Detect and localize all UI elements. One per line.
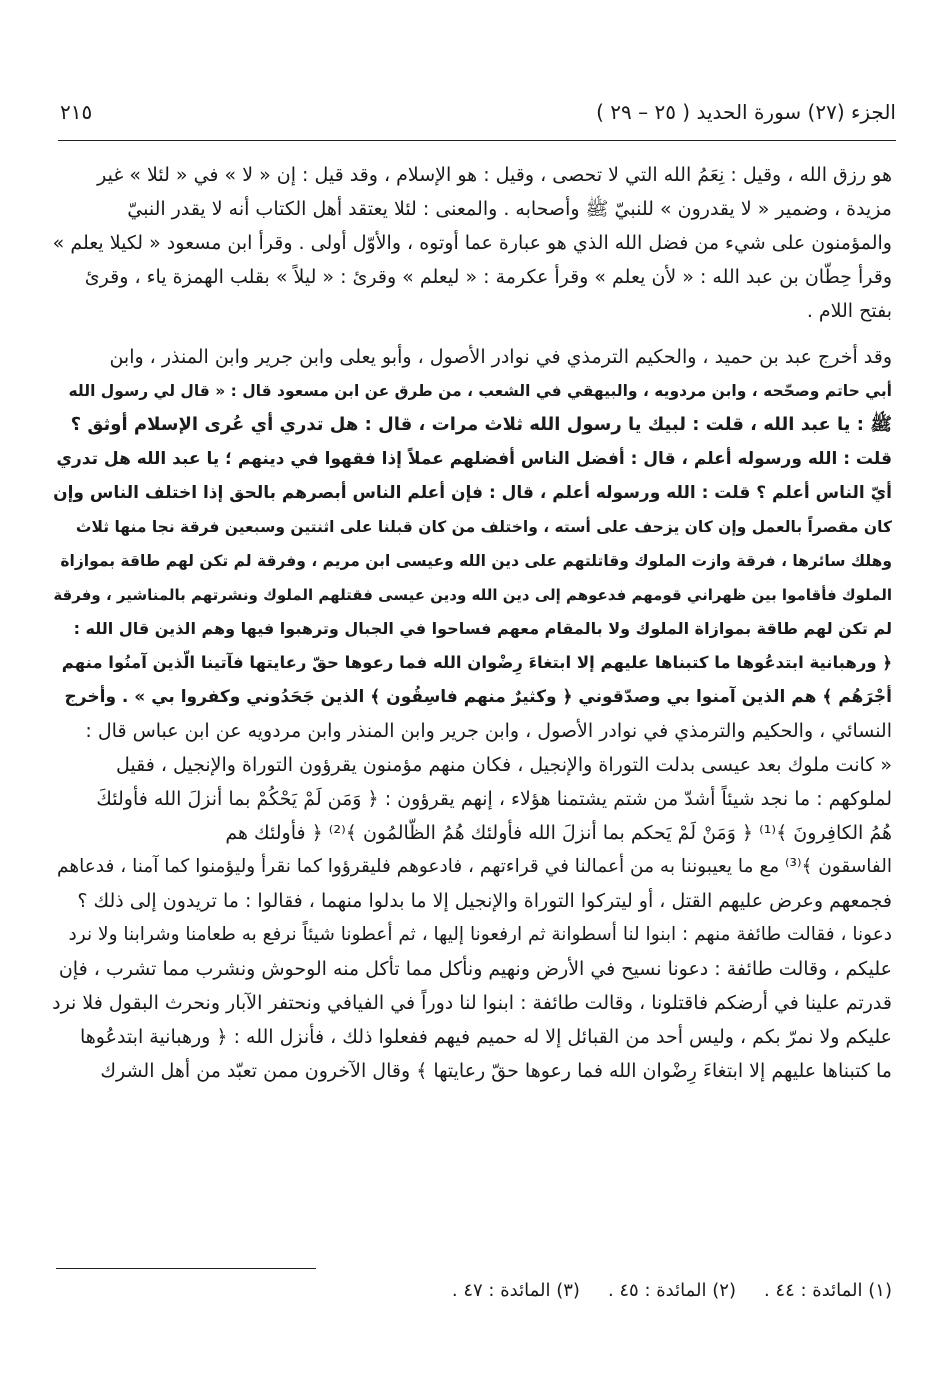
- footnote: (٢) المائدة : ٤٥ .: [607, 1280, 736, 1301]
- text-line: هُمُ الكافِرونَ ﴾⁽¹⁾ ﴿ وَمَنْ لَمْ يَحكم بما أنزلَ الله فأولئك هُمُ الظّالمُون ﴾⁽²⁾ ﴿ فأولئك هم: [225, 822, 892, 844]
- header-rule: [58, 140, 896, 141]
- text-line: أيّ الناس أعلم ؟ قلت : الله ورسوله أعلم ، قال : فإن أعلم الناس أبصرهم بالحق إذا اختلف الناس وإن: [53, 483, 892, 503]
- paragraph: [52, 158, 892, 328]
- running-header-title: الجزء (٢٧) سورة الحديد ( ٢٥ – ٢٩ ): [596, 100, 896, 124]
- text-line: عليكم ولا نمرّ بكم ، وليس أحد من القبائل إلا له حميم فيهم ففعلوا ذلك ، فأنزل الله : ﴿ ورهبانية ابتدعُوها: [79, 1026, 892, 1048]
- text-line: لملوكهم : ما نجد شيئاً أشدّ من شتم يشتمنا هؤلاء ، إنهم يقرؤون : ﴿ وَمَن لَمْ يَحْكُمْ بما أنزلَ الله فأولئكَ: [96, 788, 892, 810]
- text-line: فجمعهم وعرض عليهم القتل ، أو ليتركوا التوراة والإنجيل إلا ما بدلوا منهما ، فقالوا : ما تريدون إلى ذلك ؟: [77, 890, 892, 912]
- text-line: وقد أخرج عبد بن حميد ، والحكيم الترمذي في نوادر الأصول ، وأبو يعلى وابن جرير وابن المنذر ، وابن: [109, 346, 892, 368]
- text-line: عليكم ، وقالت طائفة : دعونا نسيح في الأرض ونهيم ونأكل مما تأكل منه الوحوش ونشرب مما تشرب ، فإن: [58, 958, 892, 980]
- text-line: دعونا ، فقالت طائفة منهم : ابنوا لنا أسطوانة ثم ارفعونا إليها ، ثم أعطونا شيئاً نرفع به طعامنا وشرابنا ولا نرد: [68, 924, 892, 945]
- text-line: بفتح اللام .: [806, 300, 892, 322]
- text-line: مزيدة ، وضمير « لا يقدرون » للنبيّ ﷺ وأصحابه . والمعنى : لئلا يعتقد أهل الكتاب أنه لا يقدر النبيّ: [127, 198, 892, 220]
- footnote-rule: [56, 1268, 316, 1269]
- text-line: لم تكن لهم طاقة بموازاة الملوك ولا بالمقام معهم فساحوا في الجبال وترهبوا فيها وهم الذين قال الله :: [73, 619, 892, 638]
- footnote: (٣) المائدة : ٤٧ .: [451, 1280, 580, 1301]
- text-line: أجْرَهُم ﴾ هم الذين آمنوا بي وصدّقوني ﴿ وكثيرٌ منهم فاسِقُون ﴾ الذين جَحَدُوني وكفروا بي » . وأخرج: [64, 687, 892, 707]
- text-line: قدرتم علينا في أرضكم فاقتلونا ، وقالت طائفة : ابنوا لنا دوراً في الفيافي ونحتفر الآبار ونحرث البقول فلا نرد: [52, 992, 892, 1014]
- text-line: ﷺ : يا عبد الله ، قلت : لبيك يا رسول الله ثلاث مرات ، قال : هل تدري أي عُرى الإسلام أوثق ؟: [70, 414, 892, 435]
- text-line: « كانت ملوك بعد عيسى بدلت التوراة والإنجيل ، فكان منهم مؤمنون يقرؤون التوراة والإنجيل ، فقيل: [115, 754, 892, 776]
- text-line: الملوك فأقاموا بين ظهراني قومهم فدعوهم إلى دين الله ودين عيسى فقتلهم الملوك ونشرتهم بالمناشير ، وفرقة: [53, 586, 892, 604]
- text-line: الفاسقون ﴾⁽³⁾ مع ما يعيبوننا به من أعمالنا في قراءتهم ، فادعوهم فليقرؤوا كما نقرأ وليؤمنوا كما آمنا ، فدعاهم: [57, 856, 892, 877]
- paragraph: [52, 340, 892, 1088]
- text-line: قلت : الله ورسوله أعلم ، قال : أفضل الناس أفضلهم عملاً إذا فقهوا في دينهم ؛ يا عبد الله هل تدري: [56, 449, 892, 469]
- text-line: ما كتبناها عليهم إلا ابتغاءَ رِضْوان الله فما رعوها حقّ رعايتها ﴾ وقال الآخرون ممن تعبّد من أهل الشرك: [100, 1060, 892, 1082]
- footnotes: [300, 1280, 892, 1301]
- text-line: كان مقصراً بالعمل وإن كان يزحف على أسته ، واختلف من كان قبلنا على اثنتين وسبعين فرقة نجا منها ثلاث: [75, 518, 892, 536]
- body-text: [52, 158, 892, 1100]
- text-line: هو رزق الله ، وقيل : نِعَمُ الله التي لا تحصى ، وقيل : هو الإسلام ، وقد قيل : إن « لا » في « لئلا » غير: [97, 164, 892, 186]
- text-line: أبي حاتم وصحّحه ، وابن مردويه ، والبيهقي في الشعب ، من طرق عن ابن مسعود قال : « قال لي رسول الله: [68, 382, 892, 400]
- running-header: [58, 96, 896, 136]
- text-line: النسائي ، والحكيم والترمذي في نوادر الأصول ، وابن جرير وابن المنذر وابن مردويه عن ابن عباس قال :: [85, 720, 892, 742]
- text-line: والمؤمنون على شيء من فضل الله الذي هو عبارة عما أوتوه ، والأوّل أولى . وقرأ ابن مسعود « لكيلا يعلم »: [52, 232, 892, 254]
- text-line: وهلك سائرها ، فرقة وازت الملوك وقاتلتهم على دين الله وعيسى ابن مريم ، وفرقة لم تكن لهم طاقة بموازاة: [60, 552, 892, 570]
- text-line: وقرأ حِطّان بن عبد الله : « لأن يعلم » وقرأ عكرمة : « ليعلم » وقرئ : « ليلاً » بقلب الهمزة ياء ، وقرئ: [84, 266, 892, 288]
- text-line: ﴿ ورهبانية ابتدعُوها ما كتبناها عليهم إلا ابتغاءَ رِضْوان الله فما رعوها حقّ رعايتها فآتينا الّذين آمنُوا منهم: [61, 653, 892, 672]
- footnote: (١) المائدة : ٤٤ .: [763, 1280, 892, 1301]
- page-number: ٢١٥: [60, 100, 93, 124]
